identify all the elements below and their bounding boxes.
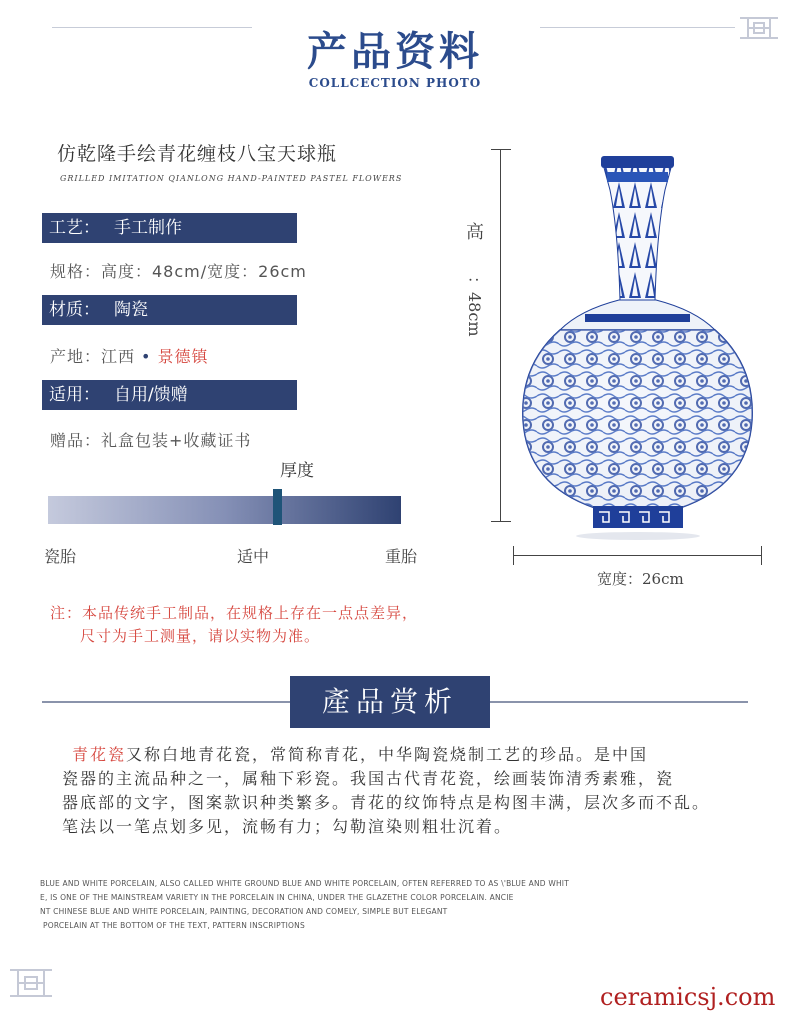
appreciation-highlight: 青花瓷 bbox=[72, 745, 127, 764]
origin-separator: • bbox=[141, 347, 152, 366]
width-dimension-cap-left bbox=[513, 546, 514, 565]
usage-value: 自用/馈赠 bbox=[114, 385, 188, 405]
thickness-label: 厚度 bbox=[280, 461, 314, 481]
thickness-thick-label: 重胎 bbox=[385, 547, 418, 566]
usage-label: 适用： bbox=[49, 385, 100, 405]
appreciation-en-line-3: NT CHINESE BLUE AND WHITE PORCELAIN, PAINTING, DECORATION AND COMELY, SIMPLE BUT ELEGANT bbox=[40, 907, 448, 916]
appreciation-line-2: 瓷器的主流品种之一，属釉下彩瓷。我国古代青花瓷，绘画装饰清秀素雅，瓷 bbox=[62, 769, 675, 788]
appreciation-english bbox=[40, 877, 740, 933]
product-english-name: GRILLED IMITATION QIANLONG HAND-PAINTED PASTEL FLOWERS bbox=[60, 174, 403, 183]
material-bar bbox=[42, 295, 297, 325]
height-value: ：48cm bbox=[465, 276, 484, 337]
usage-bar bbox=[42, 380, 297, 410]
page-title: 产品资料 bbox=[307, 28, 483, 75]
width-dimension-line bbox=[513, 555, 762, 556]
appreciation-paragraph bbox=[62, 743, 752, 839]
watermark: ceramicsj.com bbox=[600, 983, 776, 1011]
height-dimension-cap-top bbox=[491, 149, 511, 150]
material-label: 材质： bbox=[49, 300, 100, 320]
craft-label: 工艺： bbox=[49, 218, 100, 238]
craft-bar bbox=[42, 213, 297, 243]
height-dimension-cap-bottom bbox=[491, 521, 511, 522]
appreciation-line-4: 笔法以一笔点划多见，流畅有力；勾勒渲染则粗壮沉着。 bbox=[62, 817, 513, 836]
appreciation-title: 產品赏析 bbox=[290, 676, 490, 728]
origin-province: 江西 bbox=[101, 347, 136, 366]
height-dimension-line bbox=[500, 149, 501, 522]
section-rule-right bbox=[490, 701, 748, 703]
appreciation-en-line-4: PORCELAIN AT THE BOTTOM OF THE TEXT, PATTERN INSCRIPTIONS bbox=[43, 921, 305, 930]
corner-fret-ornament-bottom bbox=[8, 966, 54, 1002]
width-label: 宽度：26cm bbox=[597, 570, 684, 588]
thickness-indicator bbox=[273, 489, 282, 525]
page-subtitle: COLLCECTION PHOTO bbox=[308, 76, 482, 90]
origin-line bbox=[50, 344, 208, 367]
thickness-thin-label: 瓷胎 bbox=[44, 547, 77, 566]
appreciation-en-line-2: E, IS ONE OF THE MAINSTREAM VARIETY IN THE PORCELAIN IN CHINA, UNDER THE GLAZETHE COLOR PORCELAIN. ANCIE bbox=[40, 893, 514, 902]
craft-value: 手工制作 bbox=[114, 218, 182, 238]
section-rule-left bbox=[42, 701, 290, 703]
thickness-medium-label: 适中 bbox=[237, 547, 270, 566]
product-name: 仿乾隆手绘青花缠枝八宝天球瓶 bbox=[57, 143, 338, 165]
gift-line: 赠品：礼盒包装+收藏证书 bbox=[50, 431, 252, 450]
material-value: 陶瓷 bbox=[114, 300, 148, 320]
note-line-1: 注：本品传统手工制品，在规格上存在一点点差异， bbox=[50, 604, 419, 622]
vase-image bbox=[515, 150, 760, 540]
thickness-scale-bar bbox=[48, 496, 401, 524]
origin-label: 产地： bbox=[50, 347, 102, 366]
origin-city: 景德镇 bbox=[157, 347, 209, 366]
appreciation-en-line-1: BLUE AND WHITE PORCELAIN, ALSO CALLED WHITE GROUND BLUE AND WHITE PORCELAIN, OFTEN REFERRED TO AS \'BLUE AND WHIT bbox=[40, 879, 569, 888]
note-line-2: 尺寸为手工测量，请以实物为准。 bbox=[80, 627, 321, 645]
width-dimension-cap-right bbox=[761, 546, 762, 565]
height-label: 高 bbox=[466, 222, 484, 243]
size-line: 规格：高度：48cm/宽度：26cm bbox=[50, 262, 307, 281]
appreciation-line-3: 器底部的文字，图案款识种类繁多。青花的纹饰特点是构图丰满，层次多而不乱。 bbox=[62, 793, 711, 812]
appreciation-line-1: 青花瓷又称白地青花瓷，常简称青花，中华陶瓷烧制工艺的珍品。是中国 bbox=[72, 745, 649, 764]
